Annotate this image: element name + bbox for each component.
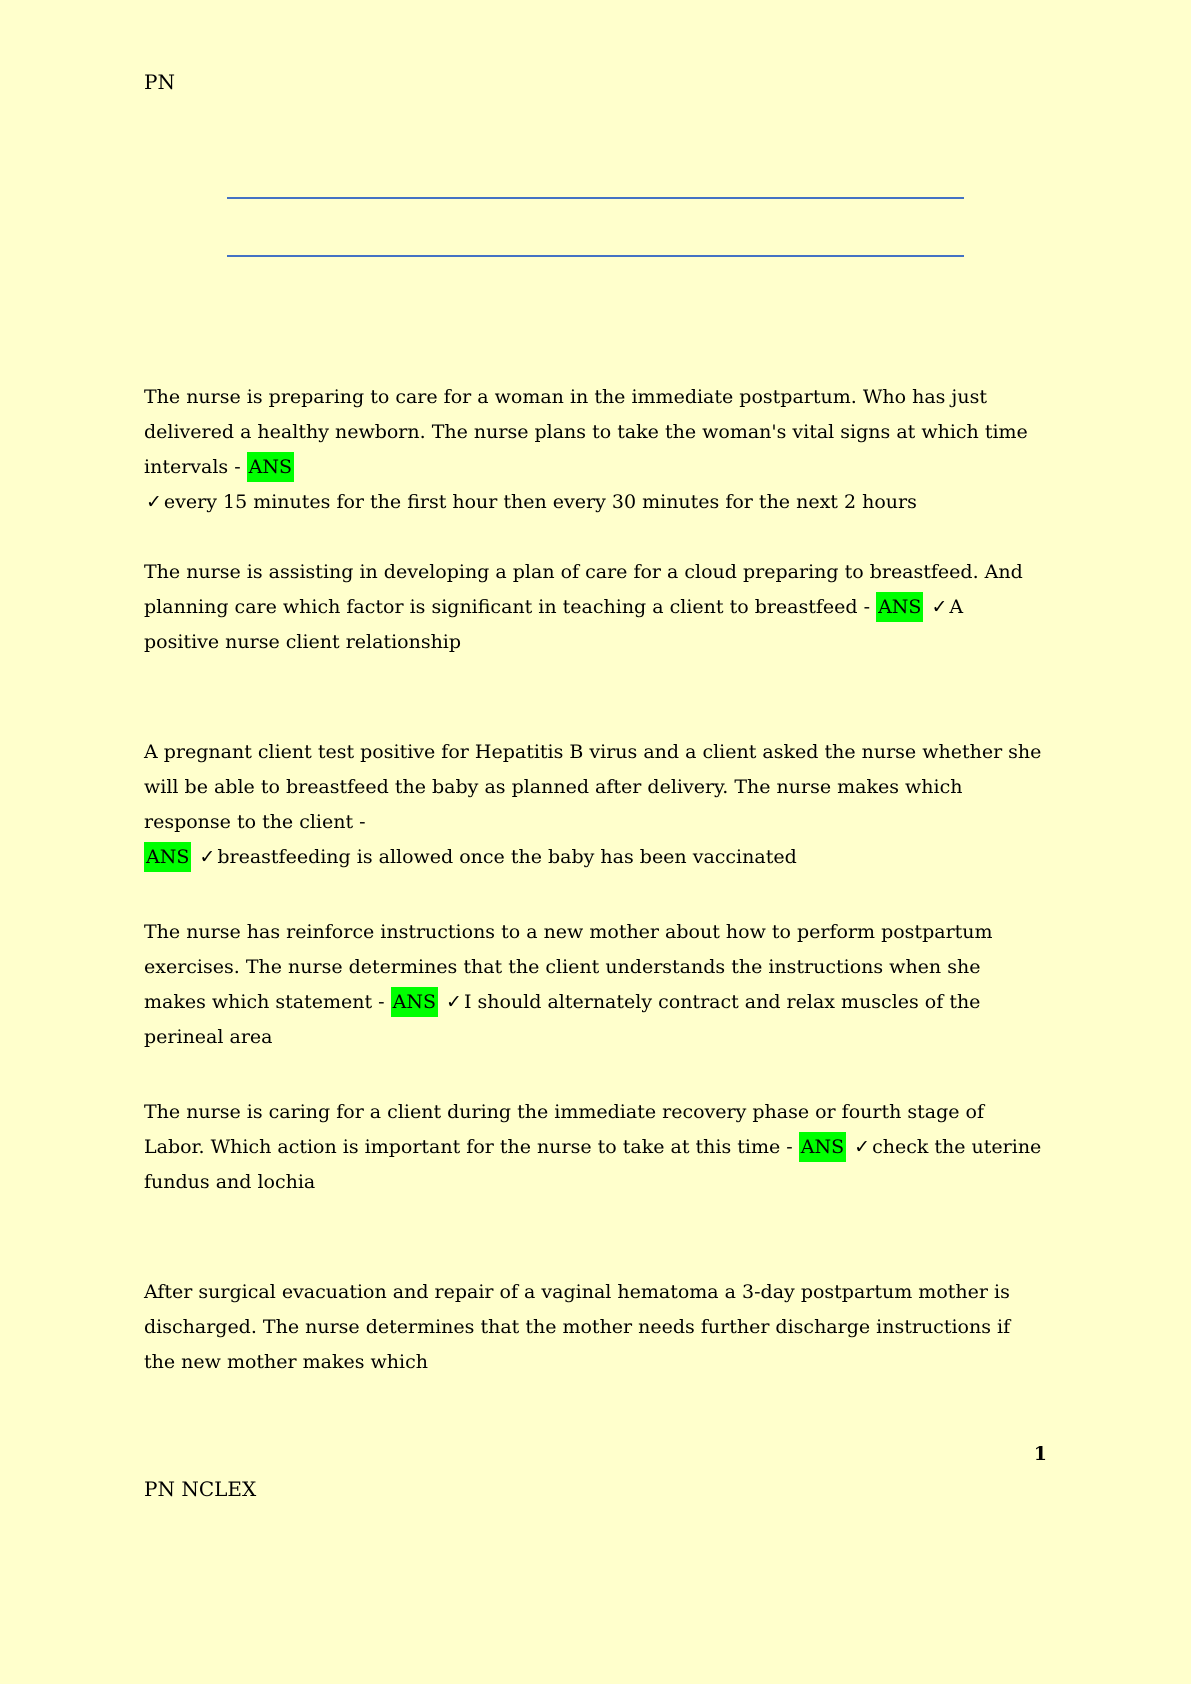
question-text: A pregnant client test positive for Hepatitis B virus and a client asked the nurse whether she will be able to breastfeed the baby as planned after delivery. The nurse makes which response to the client - <box>144 741 1042 833</box>
qa-item <box>144 1095 1044 1200</box>
title-rule-bottom <box>227 255 964 257</box>
qa-item <box>144 380 1044 520</box>
title-rule-top <box>227 197 964 199</box>
page-footer: PN NCLEX <box>144 1477 257 1501</box>
qa-item <box>144 1275 1044 1380</box>
qa-item <box>144 555 1044 660</box>
check-icon: ✓ <box>446 991 462 1013</box>
question-text: The nurse is caring for a client during the immediate recovery phase or fourth stage of Labor. Which action is important for the nurse to take at this time - <box>144 1101 985 1158</box>
check-icon: ✓ <box>199 846 216 868</box>
check-icon: ✓ <box>854 1136 871 1158</box>
qa-item <box>144 735 1044 875</box>
check-icon: ✓ <box>146 491 162 513</box>
answer-text: check the uterine fundus and lochia <box>144 1136 1042 1193</box>
answer-text: I should alternately contract and relax muscles of the perineal area <box>144 991 981 1048</box>
answer-label: ANS <box>391 987 438 1017</box>
question-text: The nurse is preparing to care for a woman in the immediate postpartum. Who has just delivered a healthy newborn. The nurse plans to take the woman's vital signs at which time intervals - <box>144 386 1028 478</box>
answer-label: ANS <box>799 1132 846 1162</box>
answer-text: every 15 minutes for the first hour then every 30 minutes for the next 2 hours <box>163 491 917 513</box>
answer-text: A positive nurse client relationship <box>144 596 964 653</box>
check-icon: ✓ <box>931 596 948 618</box>
page-header: PN <box>144 70 175 94</box>
qa-item <box>144 915 1044 1055</box>
answer-label: ANS <box>247 452 294 482</box>
question-text: The nurse has reinforce instructions to a new mother about how to perform postpartum exercises. The nurse determines that the client understands the instructions when she makes which statement - <box>144 921 993 1013</box>
answer-text: breastfeeding is allowed once the baby has been vaccinated <box>217 846 797 868</box>
answer-label: ANS <box>144 842 191 872</box>
answer-label: ANS <box>876 592 923 622</box>
question-text: After surgical evacuation and repair of a vaginal hematoma a 3-day postpartum mother is discharged. The nurse determines that the mother needs further discharge instructions if the new mother makes which <box>144 1281 1011 1373</box>
question-text: The nurse is assisting in developing a plan of care for a cloud preparing to breastfeed. And planning care which factor is significant in teaching a client to breastfeed - <box>144 561 1023 618</box>
page-number: 1 <box>1033 1443 1047 1465</box>
